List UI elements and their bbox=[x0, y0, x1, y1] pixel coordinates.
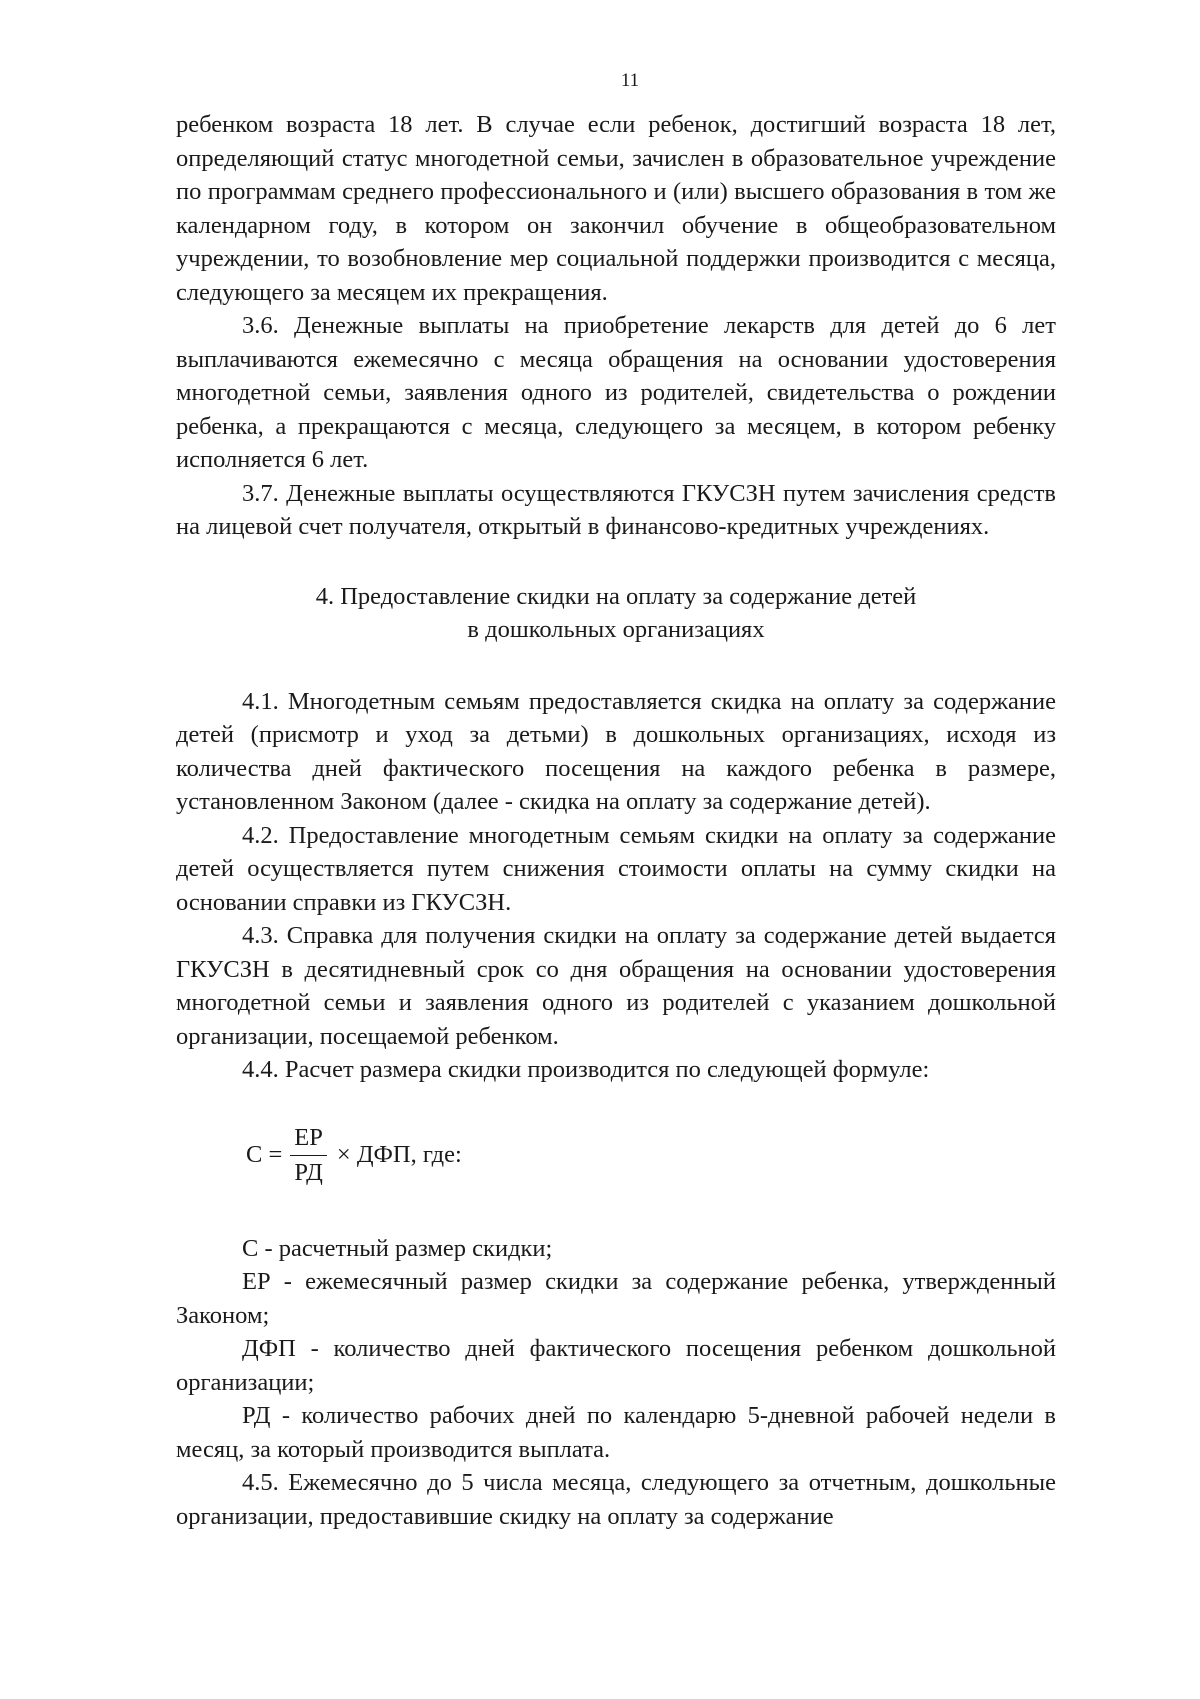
discount-formula bbox=[176, 1123, 1056, 1188]
definition-rd: РД - количество рабочих дней по календарю 5-дневной рабочей недели в месяц, за который производится выплата. bbox=[176, 1402, 1056, 1463]
paragraph-4-1: 4.1. Многодетным семьям предоставляется скидка на оплату за содержание детей (присмотр и уход за детьми) в дошкольных организациях, исходя из количества дней фактического посещения на каждого ребенка в размере, установленном Законом (далее - скидка на оплату за содержание детей). bbox=[176, 687, 1056, 815]
section-heading-line-1: 4. Предоставление скидки на оплату за содержание детей bbox=[315, 582, 917, 610]
paragraph-4-4: 4.4. Расчет размера скидки производится по следующей формуле: bbox=[242, 1056, 930, 1083]
document-body bbox=[176, 108, 1056, 1533]
section-heading-line-2: в дошкольных организациях bbox=[467, 616, 765, 643]
paragraph-4-3: 4.3. Справка для получения скидки на оплату за содержание детей выдается ГКУСЗН в десятидневный срок со дня обращения на основании удостоверения многодетной семьи и заявления одного из родителей с указанием дошкольной организации, посещаемой ребенком. bbox=[176, 922, 1056, 1050]
paragraph-3-6: 3.6. Денежные выплаты на приобретение лекарств для детей до 6 лет выплачиваются ежемесячно с месяца обращения на основании удостоверения многодетной семьи, заявления одного из родителей, свидетельства о рождении ребенка, а прекращаются с месяца, следующего за месяцем, в котором ребенку исполняется 6 лет. bbox=[176, 312, 1056, 473]
paragraph-continuation: ребенком возраста 18 лет. В случае если ребенок, достигший возраста 18 лет, определяющий статус многодетной семьи, зачислен в образовательное учреждение по программам среднего профессионального и (или) высшего образования в том же календарном году, в котором он закончил обучение в общеобразовательном учреждении, то возобновление мер социальной поддержки производится с месяца, следующего за месяцем их прекращения. bbox=[176, 111, 1056, 306]
formula-rhs: × ДФП, где: bbox=[336, 1141, 462, 1169]
formula-lhs: С = bbox=[246, 1141, 283, 1169]
formula-denominator: РД bbox=[294, 1158, 323, 1186]
formula-fraction bbox=[290, 1123, 327, 1188]
page-number: 11 bbox=[620, 70, 640, 91]
paragraph-4-2: 4.2. Предоставление многодетным семьям скидки на оплату за содержание детей осуществляется путем снижения стоимости оплаты на сумму скидки на основании справки из ГКУСЗН. bbox=[176, 821, 1056, 916]
section-heading bbox=[176, 580, 1056, 647]
definition-er: ЕР - ежемесячный размер скидки за содержание ребенка, утвержденный Законом; bbox=[176, 1268, 1056, 1329]
definition-c: С - расчетный размер скидки; bbox=[242, 1234, 553, 1262]
formula-numerator: ЕР bbox=[290, 1123, 327, 1156]
paragraph-3-7: 3.7. Денежные выплаты осуществляются ГКУСЗН путем зачисления средств на лицевой счет получателя, открытый в финансово-кредитных учреждениях. bbox=[176, 479, 1056, 540]
definition-dfp: ДФП - количество дней фактического посещения ребенком дошкольной организации; bbox=[176, 1335, 1056, 1396]
paragraph-4-5: 4.5. Ежемесячно до 5 числа месяца, следующего за отчетным, дошкольные организации, предоставившие скидку на оплату за содержание bbox=[176, 1469, 1056, 1530]
